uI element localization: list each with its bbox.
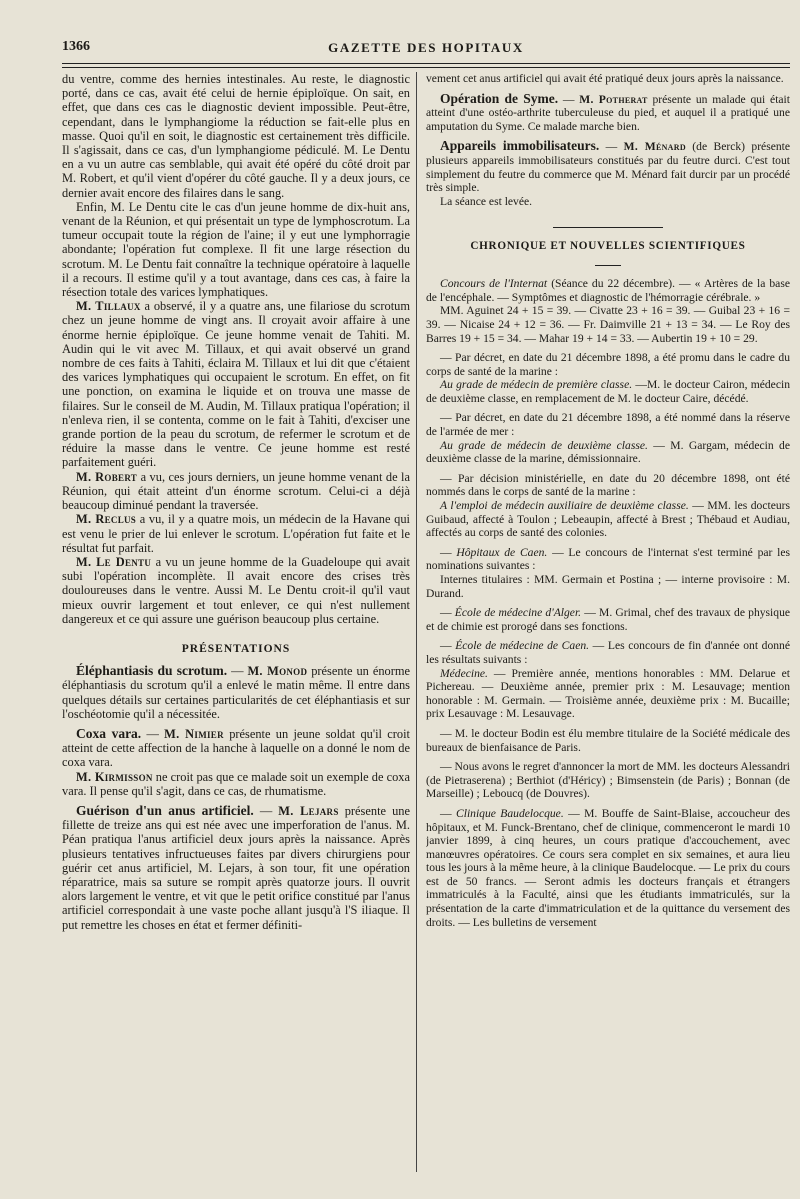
page-header <box>62 36 790 60</box>
paragraph-text: — MM. les docteurs Guibaud, affecté à Toulon ; Lebeaupin, affecté à Brest ; Thébaud et Audiau, affectés au corps de santé des colonies. <box>426 499 790 540</box>
speaker-name: M. Potherat <box>579 92 648 106</box>
italic-lead: Médecine. <box>440 666 488 680</box>
paragraph: Appareils immobilisateurs. — M. Ménard (de Berck) présente plusieurs appareils immobilisateurs constitués par du feutre durci. C'est tout simplement du feutre du commerce que M. Ménard fait durcir par un procédé très simple. <box>426 138 790 195</box>
italic-lead: École de médecine d'Alger. <box>454 606 582 620</box>
section-heading: PRÉSENTATIONS <box>181 642 291 655</box>
separator-rule <box>426 218 790 232</box>
paragraph-text: (de Berck) présente plusieurs appareils immobilisateurs constitués par du feutre durci. C'est tout simplement du feutre du commerce que M. Ménard fait durcir par un procédé très simple. <box>426 140 790 195</box>
header-rule <box>62 63 790 64</box>
paragraph-text: (Séance du 22 décembre). — « Artères de la base de l'encéphale. — Symptômes et diagnostic de l'hémorragie cérébrale. » <box>426 277 790 304</box>
paragraph <box>426 378 790 405</box>
paragraph: — Par décret, en date du 21 décembre 1898, a été nommé dans la réserve de l'armée de mer : <box>426 411 790 439</box>
section-heading: CHRONIQUE ET NOUVELLES SCIENTIFIQUES <box>470 239 746 252</box>
italic-lead: Au grade de médecin de première classe. <box>440 378 633 392</box>
speaker-name: M. Reclus <box>76 512 137 527</box>
speaker-name: M. Le Dentu <box>76 554 152 569</box>
paragraph-text: — M. Grimal, chef des travaux de physique et de chimie est prorogé dans ses fonctions. <box>426 606 790 633</box>
paragraph: vement cet anus artificiel qui avait été pratiqué deux jours après la naissance. <box>426 72 784 85</box>
paragraph-text: — Le concours de l'internat s'est terminé par les nominations suivantes : <box>426 545 790 573</box>
page-number: 1366 <box>62 39 90 54</box>
paragraph-text: — M. Gargam, médecin de deuxième classe de la marine, démissionnaire. <box>426 438 790 466</box>
paragraph: Enfin, M. Le Dentu cite le cas d'un jeune homme de dix-huit ans, venant de la Réunion, et qui présentait un type de lymphoscrotum. La tumeur occupait toute la région de l'aine; il y eut une lymphorragie abondante; l'opération fut complexe. Il fit une large résection du scrotum. M. Le Dentu fait connaître la technique opératoire à laquelle il a recours. Il estime qu'il y a tout avantage, dans ces cas, à faire la résection totale des varices lymphatiques. <box>62 199 410 300</box>
paragraph-text: — Les concours de fin d'année ont donné les résultats suivants : <box>426 639 790 666</box>
subheading: Éléphantiasis du scrotum. <box>76 663 228 679</box>
speaker-name: M. Robert <box>76 469 138 484</box>
short-rule <box>426 256 790 270</box>
italic-lead: Hôpitaux de Caen. <box>456 545 548 559</box>
paragraph-text: — Première année, mentions honorables : MM. Delarue et Pichereau. — Deuxième année, premier prix : M. Lesauvage; mention honorable : M. Germain. — Troisième année, deuxième prix : M. Bucaille; prix Lesauvage : M. Lesauvage. <box>426 666 790 721</box>
paragraph <box>426 277 790 304</box>
paragraph <box>426 439 790 466</box>
paragraph: — École de médecine de Caen. — Les concours de fin d'année ont donné les résultats suivants : <box>426 639 790 666</box>
subheading: Appareils immobilisateurs. <box>440 138 600 154</box>
paragraph: — Clinique Baudelocque. — M. Bouffe de Saint-Blaise, accoucheur des hôpitaux, et M. Funck-Brentano, chef de clinique, commenceront le mardi 10 janvier 1899, à cinq heures, un cours pratique d'accouchement, avec manœuvres opératoires. Ce cours sera complet en six semaines, et aura lieu tous les jours à la même heure, à la clinique Baudelocque. — Le prix du cours est de 50 francs. — Seront admis les docteurs français et étrangers immatriculés à la Faculté, ainsi que les étudiants immatriculés, sur la présentation de la carte d'immatriculation et de la quittance du versement des droits. — Les bulletins de versement <box>426 806 790 929</box>
paragraph-text: ne croit pas que ce malade soit un exemple de coxa vara. Il pense qu'il s'agit, dans ce cas, de rhumatisme. <box>62 769 410 798</box>
paragraph: — Hôpitaux de Caen. — Le concours de l'internat s'est terminé par les nominations suivantes : <box>426 545 790 573</box>
subheading: Coxa vara. <box>76 725 142 741</box>
italic-lead: Clinique Baudelocque. <box>455 806 564 820</box>
paragraph <box>62 555 410 626</box>
column-divider <box>416 72 417 1172</box>
speaker-name: M. Tillaux <box>76 299 141 314</box>
paragraph <box>62 770 410 798</box>
italic-lead: École de médecine de Caen. <box>455 639 590 653</box>
paragraph-text: présente un énorme éléphantiasis du scrotum qu'il a enlevé le matin même. Il entre dans quelques détails sur certaines particularités de cet éléphantiasis et sur l'oschéotomie qu'il a nécessitée. <box>62 664 410 721</box>
speaker-name: M. Nimier <box>164 726 224 741</box>
subheading: Opération de Syme. <box>440 90 559 106</box>
paragraph: Internes titulaires : MM. Germain et Postina ; — interne provisoire : M. Durand. <box>426 573 790 600</box>
paragraph: du ventre, comme des hernies intestinales. Au reste, le diagnostic porté, dans ce cas, avait été celui de hernie épiploïque. On sait, en effet, que dans ces cas le diagnostic devient impossible. Peut-être, cependant, dans le lymphangiome la réduction se fait-elle plus en masse. Quoi qu'il en soit, le diagnostic est certainement très difficile. Il s'agissait, dans ce cas, d'un lymphangiome pédiculé. M. Le Dentu en a vu un autre cas semblable, qui avait été opéré du côté droit par M. Robert, et qu'il vient d'opérer du côté gauche. Il y a deux jours, ce dernier avait encore des filaires dans le sang. <box>62 72 410 200</box>
paragraph-text: a vu, ces jours derniers, un jeune homme venant de la Réunion, qui était atteint d'un énorme scrotum. Celui-ci a déjà beaucoup diminué pendant la traversée. <box>62 469 410 513</box>
paragraph <box>62 299 410 469</box>
italic-lead: Au grade de médecin de deuxième classe. <box>440 438 648 452</box>
speaker-name: M. Monod <box>247 664 308 679</box>
paragraph <box>426 667 790 721</box>
paragraph-text: —M. le docteur Cairon, médecin de deuxième classe, en remplacement de M. le docteur Caire, décédé. <box>426 378 790 405</box>
speaker-name: M. Lejars <box>278 803 339 818</box>
italic-lead: Concours de l'Internat <box>440 277 548 291</box>
header-rule-thin <box>62 67 790 68</box>
paragraph-text: a vu, il y a quatre mois, un médecin de la Havane qui est venu le prier de lui enlever le scrotum. L'opération fut faite et le résultat fut parfait. <box>62 512 410 555</box>
subheading: Guérison d'un anus artificiel. <box>76 802 254 818</box>
paragraph-text: a observé, il y a quatre ans, une filariose du scrotum chez un jeune homme de vingt ans. Il croyait avoir affaire à une énorme hernie épiploïque. Ce jeune homme venait de Tahiti. M. Audin qui le vit avec M. Tillaux, et qui avait observé un grand nombre de ces faits à Tahiti, éclaira M. Tillaux et lui dit que c'étaient des varices lymphatiques qui occupaient le scrotum. En effet, on fit une ponction, on examina le liquide et on trouva une masse de filaires. Sur le conseil de M. Audin, M. Tillaux pratiqua l'opération; il n'enleva rien, il se contenta, comme on le fait à Tahiti, d'exciser une grande portion de la peau du scrotum, de refermer le scrotum et de réduire la masse dans le ventre. Ce jeune homme est resté parfaitement guéri. <box>62 299 410 470</box>
speaker-name: M. Ménard <box>623 140 686 154</box>
italic-lead: A l'emploi de médecin auxiliaire de deuxième classe. <box>440 499 689 513</box>
closing-line: La séance est levée. <box>440 194 533 208</box>
paragraph: Guérison d'un anus artificiel. — M. Lejars présente une fillette de treize ans qui est née avec une imperforation de l'anus. M. Péan pratiqua l'anus artificiel deux jours après la naissance. Après plusieurs tentatives infructueuses faites par divers chirurgiens pour guérir cet anus artificiel, M. Lejars, à son tour, fit une opération réparatrice, mais sa suture se rompit après quatorze jours. Il ouvrit alors largement le ventre, et vit que le petit orifice constitué par l'anus artificiel correspondait à une vaste poche allant jusqu'à l'S iliaque. Il put remettre les choses en état et fermer définiti- <box>62 802 410 932</box>
paragraph <box>62 470 410 513</box>
paragraph: — Par décision ministérielle, en date du 20 décembre 1898, ont été nommés dans le corps de santé de la marine : <box>426 471 790 499</box>
paragraph-text: — M. Bouffe de Saint-Blaise, accoucheur des hôpitaux, et M. Funck-Brentano, chef de clinique, commenceront le mardi 10 janvier 1899, à cinq heures, un cours pratique d'accouchement, avec manœuvres opératoires. Ce cours sera complet en six semaines, et aura lieu tous les jours à la même heure, à la clinique Baudelocque. — Le prix du cours est de 50 francs. — Seront admis les docteurs français et étrangers immatriculés à la Faculté, ainsi que les étudiants immatriculés, sur la présentation de la carte d'immatriculation et de la quittance du versement des droits. — Les bulletins de versement <box>426 806 790 929</box>
paragraph: MM. Aguinet 24 + 15 = 39. — Civatte 23 + 16 = 39. — Guibal 23 + 16 = 39. — Nicaise 24 + 12 = 36. — Fr. Daimville 21 + 13 = 34. — Le Roy des Barres 19 + 15 = 34. — Mahar 19 + 14 = 33. — Aubertin 19 + 10 = 29. <box>426 304 790 345</box>
paragraph: — Par décret, en date du 21 décembre 1898, a été promu dans le cadre du corps de santé de la marine : <box>426 351 790 378</box>
paragraph <box>62 512 410 555</box>
paragraph-text: présente une fillette de treize ans qui est née avec une imperforation de l'anus. M. Péan pratiqua l'anus artificiel deux jours après la naissance. Après plusieurs tentatives infructueuses faites par divers chirurgiens pour guérir cet anus artificiel, M. Lejars, à son tour, fit une opération réparatrice, mais sa suture se rompit après quatorze jours. Il ouvrit alors largement le ventre, et vit que le petit orifice constitué par l'anus artificiel correspondait à une vaste poche allant jusqu'à l'S iliaque. Il put remettre les choses en état et fermer définiti- <box>62 803 410 932</box>
paragraph: — Nous avons le regret d'annoncer la mort de MM. les docteurs Alessandri (de Pietraserena) ; Berthiot (d'Héricy) ; Bimsenstein (de Paris) ; Bonnan (de Marseille) ; Leboucq (de Douvres). <box>426 760 790 801</box>
left-column <box>62 72 410 1172</box>
right-column <box>426 72 790 1172</box>
paragraph-text: présente un malade qui était atteint d'une ostéo-arthrite tuberculeuse du pied, et auquel il a pratiqué une amputation du Syme. Ce malade marche bien. <box>426 92 790 133</box>
paragraph: — École de médecine d'Alger. — M. Grimal, chef des travaux de physique et de chimie est prorogé dans ses fonctions. <box>426 606 790 633</box>
paragraph: Opération de Syme. — M. Potherat présente un malade qui était atteint d'une ostéo-arthrite tuberculeuse du pied, et auquel il a pratiqué une amputation du Syme. Ce malade marche bien. <box>426 90 790 133</box>
paragraph-text: a vu un jeune homme de la Guadeloupe qui avait subi l'opération incomplète. Il avait encore des crises très douloureuses dans le ventre. Aussi M. Le Dentu croit-il qu'il vaut mieux ouvrir largement et tout enlever, ce qui n'est nullement dangereux et ce qui assure une guérison beaucoup plus certaine. <box>62 554 410 626</box>
speaker-name: M. Kirmisson <box>76 769 153 784</box>
paragraph: Coxa vara. — M. Nimier présente un jeune soldat qu'il croit atteint de cette affection de la hanche à laquelle on a donné le nom de coxa vara. <box>62 725 410 770</box>
journal-title: GAZETTE DES HOPITAUX <box>328 40 524 55</box>
paragraph: Éléphantiasis du scrotum. — M. Monod présente un énorme éléphantiasis du scrotum qu'il a enlevé le matin même. Il entre dans quelques détails sur certaines particularités de cet éléphantiasis et sur l'oschéotomie qu'il a nécessitée. <box>62 663 410 721</box>
paragraph: — M. le docteur Bodin est élu membre titulaire de la Société médicale des bureaux de bienfaisance de Paris. <box>426 726 790 754</box>
paragraph <box>426 499 790 540</box>
paragraph-text: présente un jeune soldat qu'il croit atteint de cette affection de la hanche à laquelle on a donné le nom de coxa vara. <box>62 726 410 770</box>
